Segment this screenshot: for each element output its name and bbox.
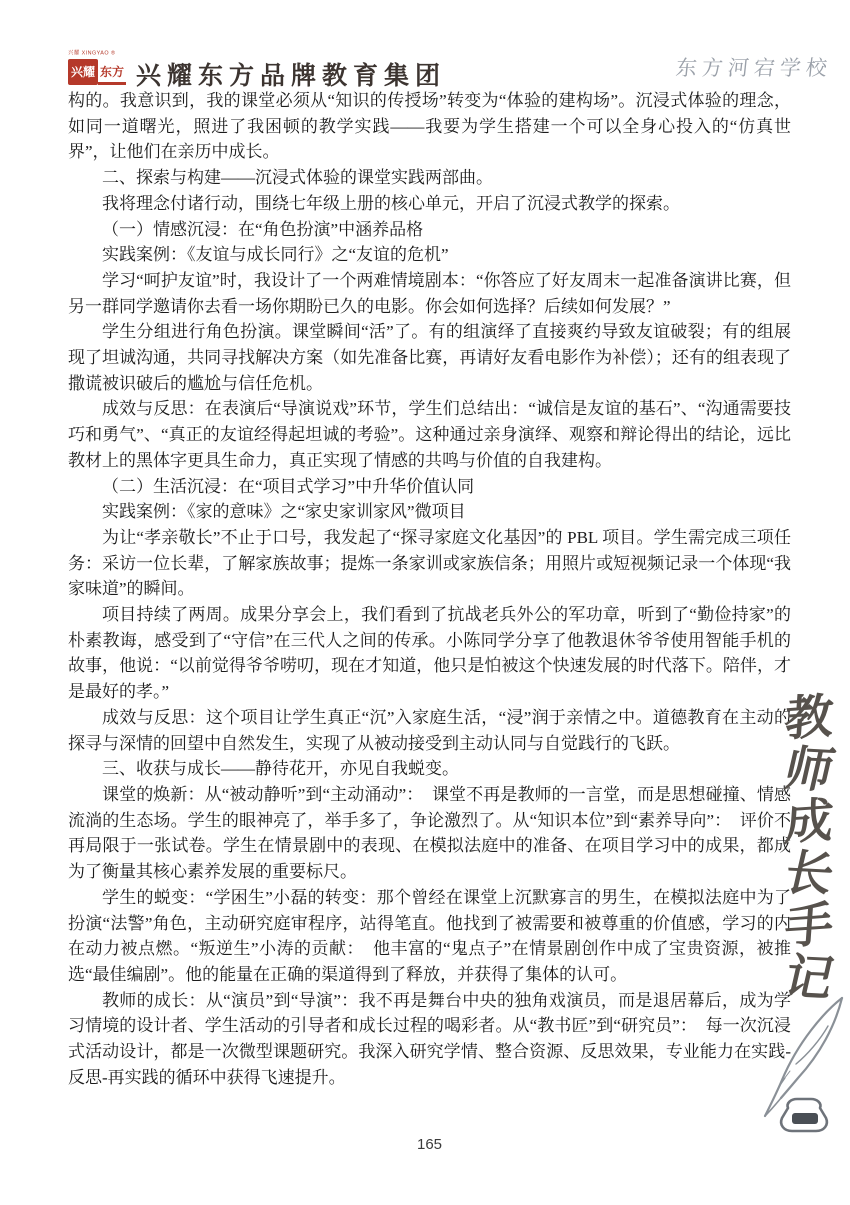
paragraph: 学生的蜕变：“学困生”小磊的转变：那个曾经在课堂上沉默寡言的男生，在模拟法庭中为了扮演“法警”角色，主动研究庭审程序，站得笔直。他找到了被需要和被尊重的价值感，学习的内在动力被点燃。“叛逆生”小涛的贡献： 他丰富的“鬼点子”在情景剧创作中成了宝贵资源，被推选“最佳编剧”。他的能量在正确的渠道得到了释放，并获得了集体的认可。 <box>68 887 791 984</box>
paragraph: 学生分组进行角色扮演。课堂瞬间“活”了。有的组演绎了直接爽约导致友谊破裂；有的组展现了坦诚沟通，共同寻找解决方案（如先准备比赛，再请好友看电影作为补偿）；还有的组表现了撒谎被识破后的尴尬与信任危机。 <box>68 322 791 393</box>
calligraphy-char: 教 <box>782 690 836 747</box>
logo-seal-right-text: 东方 <box>98 59 126 85</box>
side-calligraphy-teacher-growth-journal <box>778 690 840 1007</box>
paragraph: 项目持续了两周。成果分享会上，我们看到了抗战老兵外公的军功章，听到了“勤俭持家”的朴素教诲，感受到了“守信”在三代人之间的传承。小陈同学分享了他教退休爷爷使用智能手机的故事，他说：“以前觉得爷爷唠叨，现在才知道，他只是怕被这个快速发展的时代落下。陪伴，才是最好的孝。” <box>68 605 791 702</box>
school-name: 东方河宕学校 <box>674 56 834 80</box>
page-header <box>0 0 850 96</box>
logo-seal-icon <box>68 59 130 85</box>
paragraph: 我将理念付诸行动，围绕七年级上册的核心单元，开启了沉浸式教学的探索。 <box>102 193 680 213</box>
calligraphy-char: 成 <box>782 794 836 851</box>
calligraphy-char: 师 <box>779 742 839 799</box>
paragraph: 成效与反思：在表演后“导演说戏”环节，学生们总结出：“诚信是友谊的基石”、“沟通需要技巧和勇气”、“真正的友谊经得起坦诚的考验”。这种通过亲身演绎、观察和辩论得出的结论，远比教材上的黑体字更具生命力，真正实现了情感的共鸣与价值的自我建构。 <box>68 399 791 470</box>
calligraphy-char: 手 <box>782 898 836 955</box>
paragraph: 学习“呵护友谊”时，我设计了一个两难情境剧本：“你答应了好友周末一起准备演讲比赛，但另一群同学邀请你去看一场你期盼已久的电影。你会如何选择？后续如何发展？” <box>68 270 791 316</box>
paragraph: （一）情感沉浸：在“角色扮演”中涵养品格 <box>102 219 424 239</box>
paragraph: 实践案例：《家的意味》之“家史家训家风”微项目 <box>102 502 466 522</box>
paragraph: 课堂的焕新：从“被动静听”到“主动涌动”： 课堂不再是教师的一言堂，而是思想碰撞、情感流淌的生态场。学生的眼神亮了，举手多了，争论激烈了。从“知识本位”到“素养导向”： 评价不再局限于一张试卷。学生在情景剧中的表现、在模拟法庭中的准备、在项目学习中的成果，都成为了衡量其核心素养发展的重要标尺。 <box>68 784 791 882</box>
logo-seal-left-text: 兴耀 <box>68 59 98 85</box>
paragraph: 为让“孝亲敬长”不止于口号，我发起了“探寻家庭文化基因”的 PBL 项目。学生需完成三项任务：采访一位长辈，了解家族故事；提炼一条家训或家族信条；用照片或短视频记录一个体现“我家味道”的瞬间。 <box>68 527 791 599</box>
paragraph: 三、收获与成长——静待花开，亦见自我蜕变。 <box>102 759 459 779</box>
logo-registered-text: 兴耀 XINGYAO ® <box>68 50 116 57</box>
paragraph: 二、探索与构建——沉浸式体验的课堂实践两部曲。 <box>102 168 493 188</box>
paragraph: （二）生活沉浸：在“项目式学习”中升华价值认同 <box>102 476 475 496</box>
paragraph: 实践案例：《友谊与成长同行》之“友谊的危机” <box>102 245 449 265</box>
calligraphy-char: 记 <box>779 950 839 1007</box>
page-number: 165 <box>416 1136 443 1153</box>
paragraph: 构的。我意识到，我的课堂必须从“知识的传授场”转变为“体验的建构场”。沉浸式体验的理念，如同一道曙光，照进了我困顿的教学实践——我要为学生搭建一个可以全身心投入的“仿真世界”，让他们在亲历中成长。 <box>68 91 791 162</box>
calligraphy-char: 长 <box>779 846 839 903</box>
document-body <box>68 88 791 1090</box>
paragraph: 成效与反思：这个项目让学生真正“沉”入家庭生活，“浸”润于亲情之中。道德教育在主动的探寻与深情的回望中自然发生，实现了从被动接受到主动认同与自觉践行的飞跃。 <box>68 707 791 753</box>
brand-title: 兴耀东方品牌教育集团 <box>136 63 447 90</box>
paragraph: 教师的成长：从“演员”到“导演”：我不再是舞台中央的独角戏演员，而是退居幕后，成为学习情境的设计者、学生活动的引导者和成长过程的喝彩者。从“教书匠”到“研究员”： 每一次沉浸式活动设计，都是一次微型课题研究。我深入研究学情、整合资源、反思效果，专业能力在实践-反思-再实践的循环中获得飞速提升。 <box>68 990 791 1087</box>
quill-and-inkpot-icon <box>752 992 848 1140</box>
